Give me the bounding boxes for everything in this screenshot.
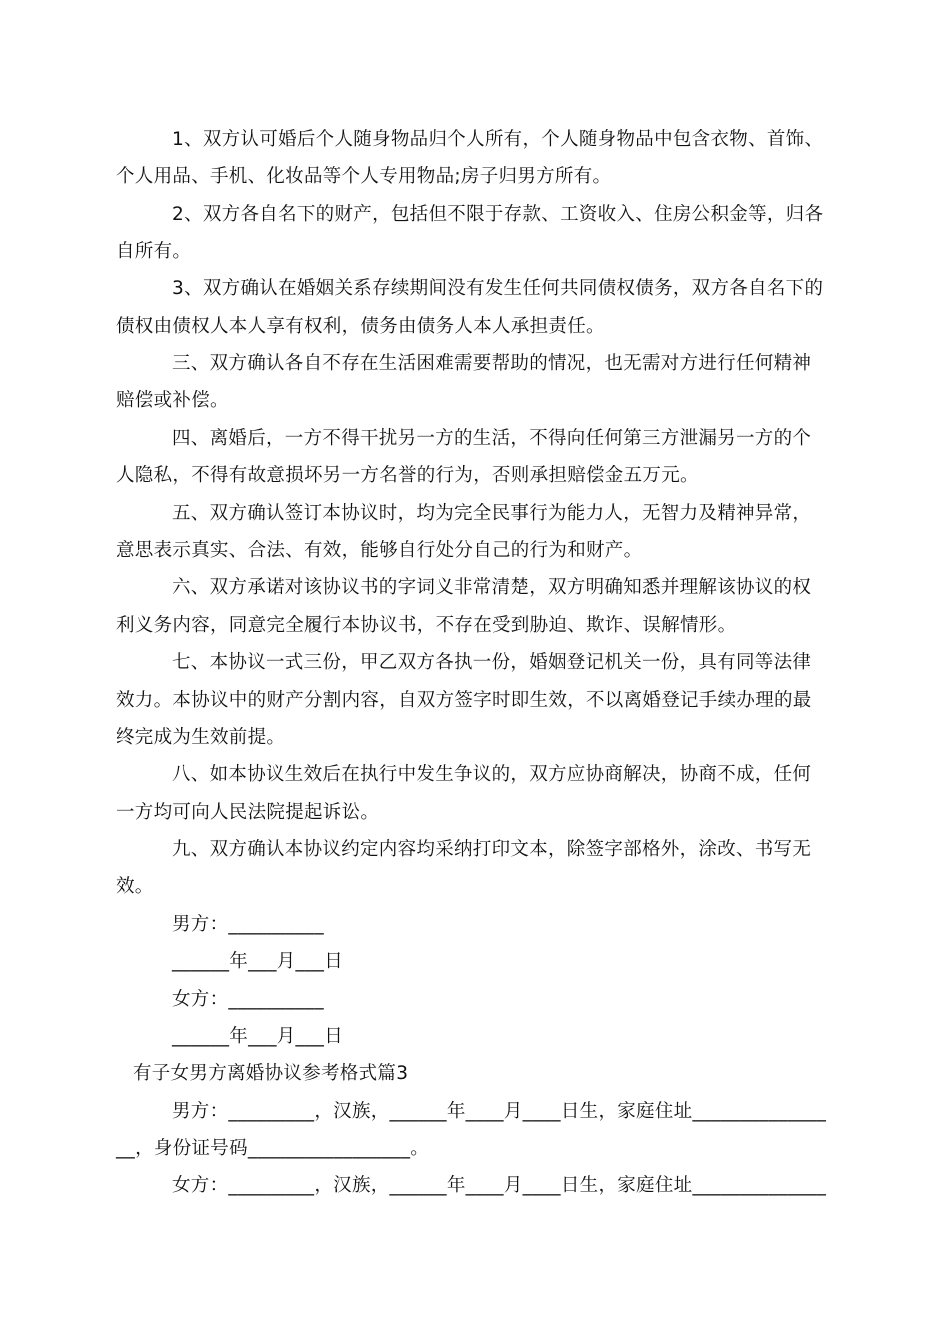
text-line: 自所有。 (116, 241, 192, 262)
text-line: 效。 (116, 876, 154, 897)
text-line: 九、双方确认本协议约定内容均采纳打印文本，除签字部格外，涂改、书写无 (172, 839, 812, 860)
male-date-line: ______年___月___日 (172, 951, 344, 972)
text-line: 八、如本协议生效后在执行中发生争议的，双方应协商解决，协商不成，任何 (172, 764, 812, 785)
text-line: 七、本协议一式三份，甲乙双方各执一份，婚姻登记机关一份，具有同等法律 (172, 652, 812, 673)
text-line: 女方：_________，汉族，______年____月____日生，家庭住址______________ (172, 1175, 827, 1196)
text-line: 意思表示真实、合法、有效，能够自行处分自己的行为和财产。 (116, 540, 643, 561)
text-line: 利义务内容，同意完全履行本协议书，不存在受到胁迫、欺诈、误解情形。 (116, 615, 737, 636)
text-line: __，身份证号码_________________。 (116, 1138, 430, 1159)
text-line: 1、双方认可婚后个人随身物品归个人所有，个人随身物品中包含衣物、首饰、 (172, 129, 824, 150)
text-line: 个人用品、手机、化妆品等个人专用物品;房子归男方所有。 (116, 166, 612, 187)
text-line: 债权由债权人本人享有权利，债务由债务人本人承担责任。 (116, 316, 605, 337)
female-signature-line: 女方：__________ (172, 989, 324, 1010)
text-line: 效力。本协议中的财产分割内容，自双方签字时即生效，不以离婚登记手续办理的最 (116, 690, 812, 711)
section-heading: 有子女男方离婚协议参考格式篇3 (133, 1063, 409, 1084)
text-line: 四、离婚后，一方不得干扰另一方的生活，不得向任何第三方泄漏另一方的个 (172, 428, 812, 449)
female-date-line: ______年___月___日 (172, 1026, 344, 1047)
text-line: 人隐私，不得有故意损坏另一方名誉的行为，否则承担赔偿金五万元。 (116, 465, 699, 486)
text-line: 一方均可向人民法院提起诉讼。 (116, 802, 380, 823)
text-line: 男方：_________，汉族，______年____月____日生，家庭住址______________ (172, 1101, 827, 1122)
text-line: 三、双方确认各自不存在生活困难需要帮助的情况，也无需对方进行任何精神 (172, 353, 812, 374)
text-line: 赔偿或补偿。 (116, 390, 229, 411)
text-line: 五、双方确认签订本协议时，均为完全民事行为能力人，无智力及精神异常， (172, 503, 812, 524)
male-signature-line: 男方：__________ (172, 914, 324, 935)
text-line: 六、双方承诺对该协议书的字词义非常清楚，双方明确知悉并理解该协议的权 (172, 577, 812, 598)
text-line: 3、双方确认在婚姻关系存续期间没有发生任何共同债权债务，双方各自名下的 (172, 278, 824, 299)
text-line: 终完成为生效前提。 (116, 727, 286, 748)
text-line: 2、双方各自名下的财产，包括但不限于存款、工资收入、住房公积金等，归各 (172, 204, 824, 225)
